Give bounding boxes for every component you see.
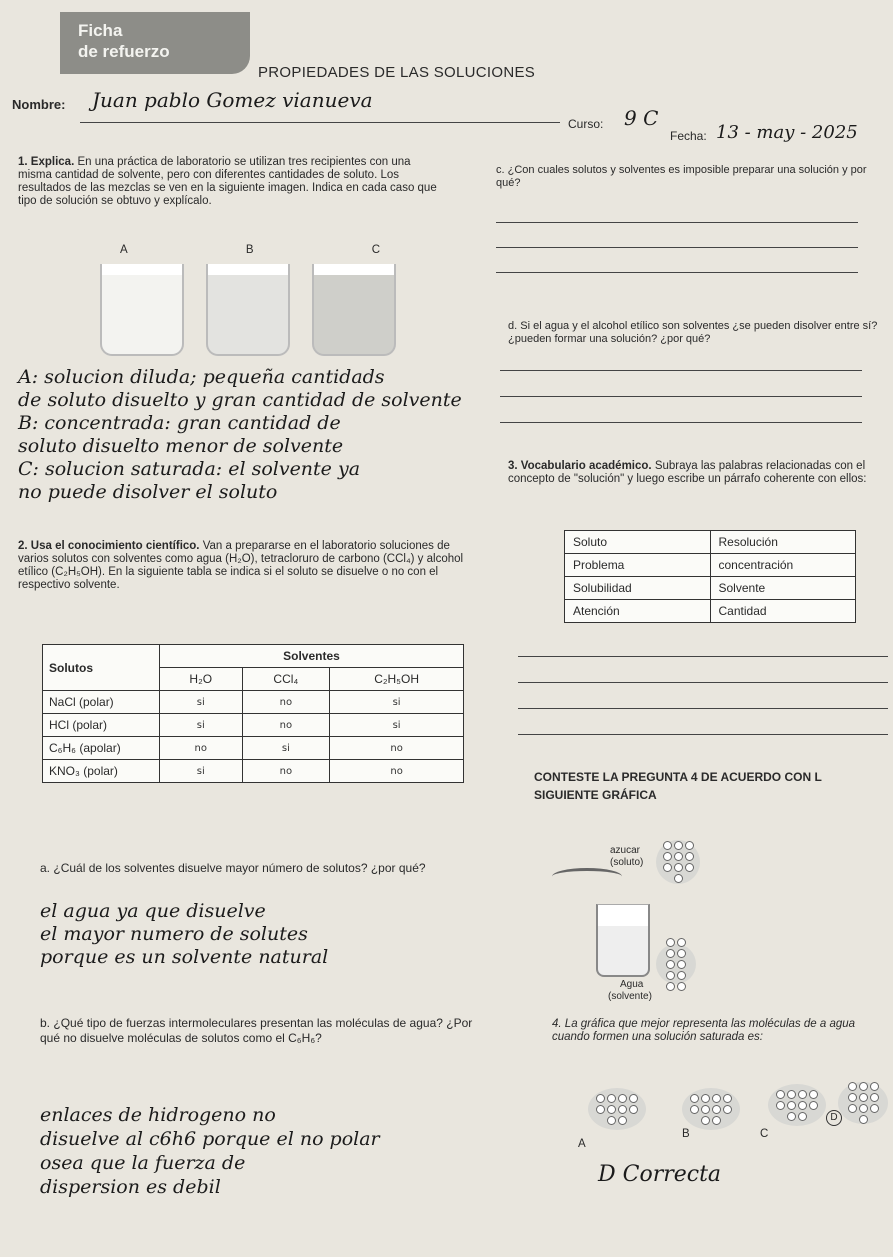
q2a-answer-line: el mayor numero de solutes [40,923,308,945]
molecule-dot [674,852,683,861]
option-d-label: D [826,1110,842,1126]
q2a-answer [40,900,328,969]
molecule-dot [666,960,675,969]
molecule-dot [618,1094,627,1103]
date-label: Fecha: [670,129,707,143]
beaker-label-a: A [120,244,128,256]
molecule-dot [607,1094,616,1103]
table-row [43,760,464,783]
option-a-label: A [578,1138,586,1150]
molecule-dot [859,1115,868,1124]
table-row [43,737,464,760]
q2b-answer [40,1104,380,1200]
option-b-label: B [682,1128,690,1140]
molecule-dot [629,1094,638,1103]
molecule-dot [712,1116,721,1125]
molecule-dot [712,1105,721,1114]
answer-cell: si [242,737,330,760]
q2b-answer-line: dispersion es debil [40,1176,221,1198]
molecule-dot [776,1101,785,1110]
molecule-dot [848,1093,857,1102]
molecule-dot [596,1094,605,1103]
name-label: Nombre: [12,97,66,112]
molecule-dot [677,960,686,969]
solubility-table [42,644,464,783]
vocab-word[interactable]: Resolución [710,531,856,554]
q1-answer-line: de soluto disuelto y gran cantidad de solvente [18,389,462,411]
molecule-dot [701,1105,710,1114]
answer-cell: no [242,714,330,737]
vocab-word[interactable]: Atención [565,600,711,623]
molecule-dot [666,971,675,980]
q2b-text: b. ¿Qué tipo de fuerzas intermoleculares presentan las moléculas de agua? ¿Por qué no disuelve moléculas de solutos como el C₆H₆? [40,1016,473,1045]
q1-answer-line: no puede disolver el soluto [18,481,278,503]
molecule-dot [607,1116,616,1125]
name-value: Juan pablo Gomez vianueva [92,88,373,112]
glass-icon [596,904,650,977]
q1-answer-line: A: solucion diluda; pequeña cantidads [18,366,385,388]
option-a-molecules[interactable] [588,1088,646,1130]
q2a-text: a. ¿Cuál de los solventes disuelve mayor número de solutos? ¿por qué? [40,861,426,875]
molecule-dot [859,1093,868,1102]
q1-answer-line: soluto disuelto menor de solvente [18,435,344,457]
molecule-dot [618,1116,627,1125]
water-molecules [656,944,696,984]
molecule-dot [787,1090,796,1099]
molecule-dot [798,1090,807,1099]
column-header: H₂O [160,668,243,691]
table-row [43,691,464,714]
molecule-dot [701,1116,710,1125]
answer-cell: si [160,714,243,737]
solutos-header: Solutos [43,645,160,691]
q4-heading: CONTESTE LA PREGUNTA 4 DE ACUERDO CON L SIGUIENTE GRÁFICA [534,770,822,802]
molecule-dot [666,982,675,991]
q4-answer: D Correcta [598,1162,722,1187]
molecule-dot [723,1105,732,1114]
molecule-dot [663,852,672,861]
vocab-word[interactable]: Solubilidad [565,577,711,600]
molecule-dot [674,874,683,883]
answer-cell: si [330,691,464,714]
molecule-dot [798,1112,807,1121]
molecule-dot [618,1105,627,1114]
answer-cell: si [160,760,243,783]
molecule-dot [677,982,686,991]
q1-answer [18,366,462,504]
beaker-b [206,264,290,356]
water-sub: (solvente) [608,991,652,1002]
solute-cell: C₆H₆ (apolar) [43,737,160,760]
solute-cell: HCl (polar) [43,714,160,737]
molecule-dot [596,1105,605,1114]
solute-cell: KNO₃ (polar) [43,760,160,783]
molecule-dot [674,841,683,850]
molecule-dot [848,1104,857,1113]
molecule-dot [787,1112,796,1121]
column-header: C₂H₅OH [330,668,464,691]
molecule-dot [809,1090,818,1099]
molecule-dot [685,852,694,861]
molecule-dot [809,1101,818,1110]
column-header: CCl₄ [242,668,330,691]
q1-beaker-labels [120,244,380,257]
sugar-sub: (soluto) [610,857,644,868]
molecule-dot [663,841,672,850]
molecule-dot [870,1082,879,1091]
q2a-answer-line: porque es un solvente natural [40,946,329,968]
table-row [43,714,464,737]
course-value: 9 C [624,106,659,130]
molecule-dot [787,1101,796,1110]
date-value: 13 - may - 2025 [716,122,858,143]
option-c-label: C [760,1128,769,1140]
option-c-molecules[interactable] [768,1084,826,1126]
beaker-c [312,264,396,356]
vocab-word[interactable]: Problema [565,554,711,577]
molecule-dot [848,1082,857,1091]
vocab-word[interactable]: Solvente [710,577,856,600]
molecule-dot [666,938,675,947]
worksheet-badge [60,12,250,74]
q2b-answer-line: enlaces de hidrogeno no [40,1104,276,1126]
molecule-dot [685,841,694,850]
molecule-dot [677,949,686,958]
molecule-dot [674,863,683,872]
q2b-answer-line: disuelve al c6h6 porque el no polar [40,1128,380,1150]
vocab-word[interactable]: Soluto [565,531,711,554]
molecule-dot [663,863,672,872]
q1-answer-line: B: concentrada: gran cantidad de [18,412,341,434]
q4-text: 4. La gráfica que mejor representa las moléculas de a agua cuando formen una solución saturada es: [552,1018,856,1043]
q1d-text: d. Si el agua y el alcohol etílico son solventes ¿se pueden disolver entre sí? ¿pueden formar una solución? ¿por qué? [508,320,878,345]
molecule-dot [666,949,675,958]
molecule-dot [859,1082,868,1091]
beaker-label-c: C [371,244,380,256]
beaker-label-b: B [245,244,254,256]
page-title: PROPIEDADES DE LAS SOLUCIONES [258,64,536,81]
molecule-dot [677,971,686,980]
molecule-dot [723,1094,732,1103]
molecule-dot [701,1094,710,1103]
molecule-dot [870,1104,879,1113]
q1-text: 1. Explica. En una práctica de laboratorio se utilizan tres recipientes con una misma cantidad de solvente, pero con diferentes cantidades de soluto. Los resultados de las mezclas se ven en la siguiente imagen. Indica en cada caso que tipo de solución se obtuvo y explícalo. [18,156,437,207]
molecule-dot [607,1105,616,1114]
answer-cell: no [160,737,243,760]
beaker-a [100,264,184,356]
molecule-dot [690,1094,699,1103]
q2b-answer-line: osea que la fuerza de [40,1152,246,1174]
q2a-answer-line: el agua ya que disuelve [40,900,266,922]
molecule-dot [690,1105,699,1114]
solute-cell: NaCl (polar) [43,691,160,714]
vocab-word[interactable]: Cantidad [710,600,856,623]
vocab-table [564,530,856,623]
molecule-dot [712,1094,721,1103]
molecule-dot [685,863,694,872]
answer-cell: no [242,760,330,783]
q4-figure [552,840,712,1010]
answer-cell: si [330,714,464,737]
answer-cell: no [242,691,330,714]
sugar-label: azucar [610,845,641,856]
option-d-molecules[interactable] [838,1082,888,1124]
molecule-dot [859,1104,868,1113]
water-label: Agua [620,979,644,990]
q2-text: 2. Usa el conocimiento científico. Van a prepararse en el laboratorio soluciones de varios solutos con solventes como agua (H₂O), tetracloruro de carbono (CCl₄) y alcohol etílico (C₂H₅OH). En la siguiente tabla se indica si el soluto se disuelve o no con el respectivo solvente. [18,540,464,591]
answer-cell: no [330,760,464,783]
spoon-icon [552,868,622,885]
vocab-word[interactable]: concentración [710,554,856,577]
molecule-dot [629,1105,638,1114]
answer-cell: no [330,737,464,760]
badge-line1: Ficha [78,21,123,40]
sugar-molecules [656,840,700,884]
molecule-dot [677,938,686,947]
badge-line2: de refuerzo [78,42,170,61]
q1c-text: c. ¿Con cuales solutos y solventes es imposible preparar una solución y por qué? [496,164,867,189]
option-b-molecules[interactable] [682,1088,740,1130]
answer-cell: si [160,691,243,714]
molecule-dot [870,1093,879,1102]
molecule-dot [776,1090,785,1099]
q1-answer-line: C: solucion saturada: el solvente ya [18,458,361,480]
solventes-header: Solventes [160,645,464,668]
course-label: Curso: [568,117,604,131]
molecule-dot [798,1101,807,1110]
q3-text: 3. Vocabulario académico. Subraya las palabras relacionadas con el concepto de "solución" y luego escribe un párrafo coherente con ellos: [508,460,867,485]
